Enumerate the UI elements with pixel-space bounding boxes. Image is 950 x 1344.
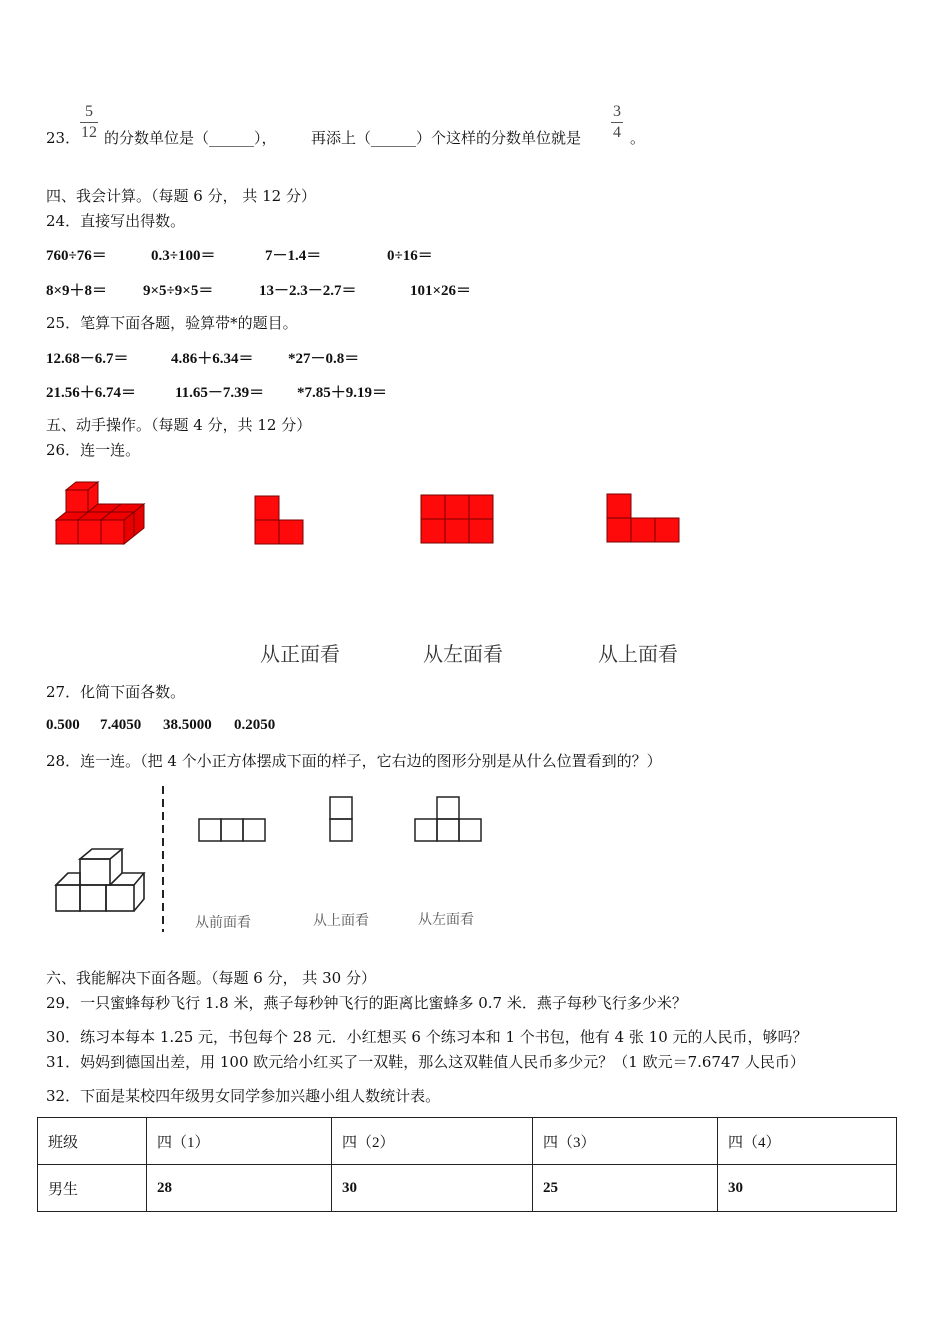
q27-number: 0.500 [46, 717, 80, 733]
q25-title: 25．笔算下面各题，验算带*的题目。 [46, 314, 298, 332]
section6-heading: 六、我能解决下面各题。（每题 6 分， 共 30 分） [46, 969, 376, 987]
numerator: 3 [613, 103, 621, 120]
caption-top-view: 从上面看 [598, 642, 678, 666]
q24-item: 101×26＝ [410, 283, 472, 299]
fraction-bar [611, 122, 623, 123]
q24-item: 7－1.4＝ [265, 248, 322, 264]
dashed-divider [160, 786, 166, 932]
table-cell: 25 [533, 1165, 718, 1212]
q31-text: 31．妈妈到德国出差，用 100 欧元给小红买了一双鞋，那么这双鞋值人民币多少元？（1 欧元＝7.6747 人民币） [46, 1053, 805, 1071]
top-view-outline [329, 796, 354, 843]
header-cell: 四（3） [533, 1118, 718, 1165]
q26-title: 26．连一连。 [46, 441, 141, 459]
q25-item: *7.85＋9.19＝ [297, 385, 388, 401]
q23-number: 23． [46, 129, 81, 147]
q25-item: 4.86＋6.34＝ [171, 351, 254, 367]
header-cell: 四（4） [718, 1118, 897, 1165]
q25-item: 11.65－7.39＝ [175, 385, 265, 401]
front-view-outline [198, 818, 266, 843]
denominator: 12 [81, 124, 97, 141]
q24-item: 9×5÷9×5＝ [143, 283, 214, 299]
q25-item: 12.68－6.7＝ [46, 351, 129, 367]
left-view-red-figure [420, 494, 495, 546]
numerator: 5 [85, 103, 93, 120]
q27-number: 38.5000 [163, 717, 212, 733]
top-view-red-figure [606, 493, 681, 545]
q24-item: 8×9＋8＝ [46, 283, 108, 299]
q24-item: 13－2.3－2.7＝ [259, 283, 357, 299]
red-cube-stack-figure [52, 480, 152, 555]
q27-title: 27．化简下面各数。 [46, 683, 186, 701]
header-cell: 四（2） [332, 1118, 533, 1165]
header-cell: 班级 [38, 1118, 147, 1165]
row-label: 男生 [38, 1165, 147, 1212]
front-view-red-figure [254, 495, 306, 547]
section4-heading: 四、我会计算。（每题 6 分， 共 12 分） [46, 187, 316, 205]
denominator: 4 [613, 124, 621, 141]
caption-top-view-28: 从上面看 [313, 913, 369, 929]
q29-text: 29．一只蜜蜂每秒飞行 1.8 米，燕子每秒钟飞行的距离比蜜蜂多 0.7 米．燕子每秒飞行多少米？ [46, 994, 687, 1012]
q23-text-part2: 再添上（______）个这样的分数单位就是 [311, 129, 582, 147]
q27-number: 7.4050 [100, 717, 142, 733]
fraction-5-12 [80, 103, 98, 142]
caption-left-view: 从左面看 [423, 642, 503, 666]
left-view-outline [414, 796, 482, 843]
header-cell: 四（1） [147, 1118, 332, 1165]
q28-title: 28．连一连。（把 4 个小正方体摆成下面的样子，它右边的图形分别是从什么位置看到的？） [46, 752, 662, 770]
q23-text-part1: 的分数单位是（______）， [104, 129, 277, 147]
table-cell: 30 [332, 1165, 533, 1212]
q27-number: 0.2050 [234, 717, 276, 733]
q25-item: 21.56＋6.74＝ [46, 385, 137, 401]
q25-item: *27－0.8＝ [288, 351, 360, 367]
section5-heading: 五、动手操作。（每题 4 分，共 12 分） [46, 416, 312, 434]
q30-text: 30．练习本每本 1.25 元，书包每个 28 元．小红想买 6 个练习本和 1 个书包，他有 4 张 10 元的人民币，够吗？ [46, 1028, 808, 1046]
table-header-row [38, 1118, 897, 1165]
q23-end: 。 [630, 129, 646, 147]
q24-item: 0÷16＝ [387, 248, 433, 264]
q24-item: 0.3÷100＝ [151, 248, 216, 264]
caption-front-view-28: 从前面看 [195, 915, 251, 931]
fraction-bar [80, 122, 98, 123]
caption-left-view-28: 从左面看 [418, 912, 474, 928]
table-cell: 28 [147, 1165, 332, 1212]
q32-title: 32．下面是某校四年级男女同学参加兴趣小组人数统计表。 [46, 1087, 441, 1105]
table-row [38, 1165, 897, 1212]
table-cell: 30 [718, 1165, 897, 1212]
caption-front-view: 从正面看 [260, 642, 340, 666]
q24-item: 760÷76＝ [46, 248, 107, 264]
outline-cube-figure [52, 843, 150, 915]
interest-group-table [37, 1117, 897, 1212]
q24-title: 24．直接写出得数。 [46, 212, 186, 230]
fraction-3-4 [611, 103, 623, 142]
